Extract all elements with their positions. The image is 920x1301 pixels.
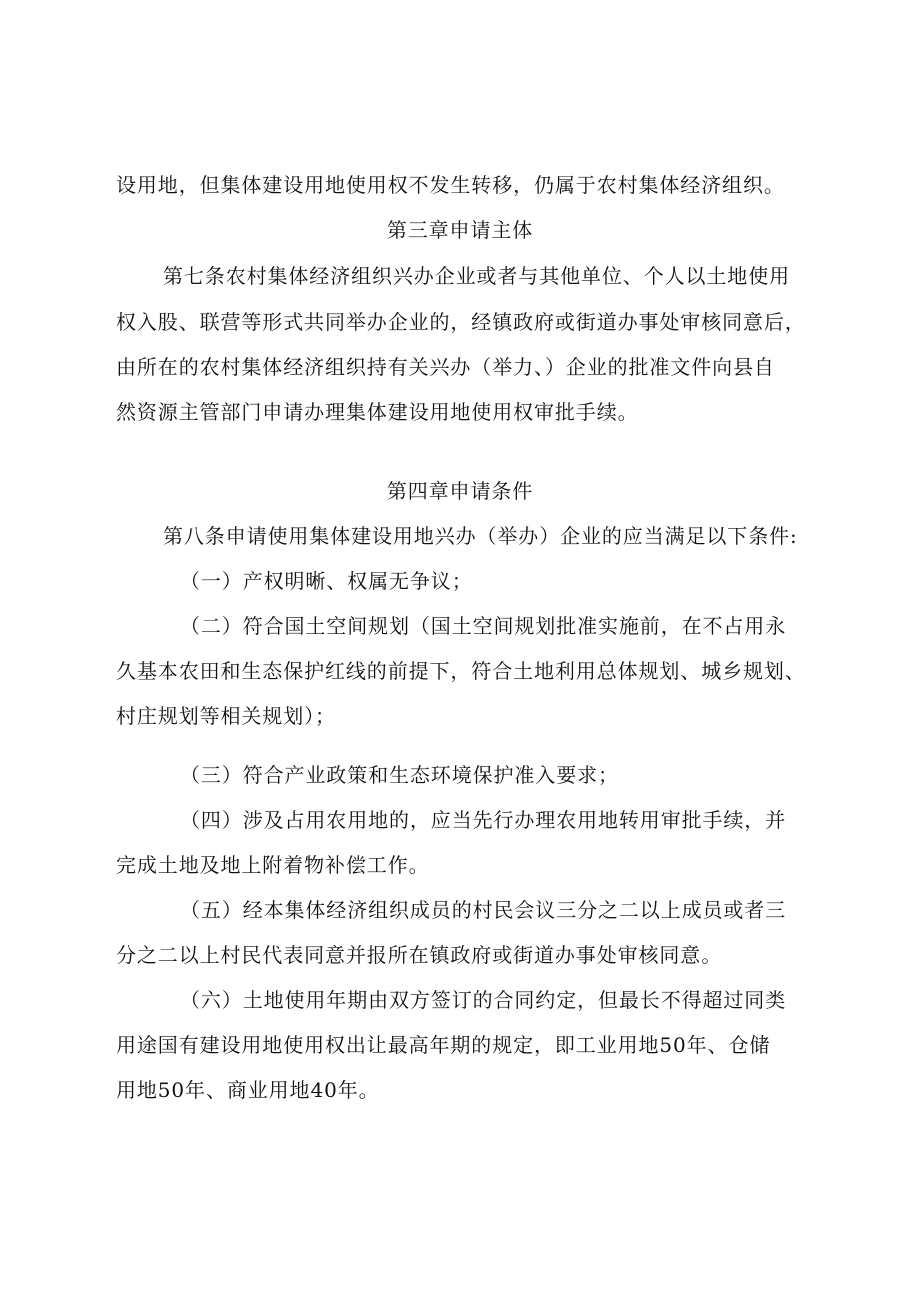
paragraph-continuation: 设用地，但集体建设用地使用权不发生转移，仍属于农村集体经济组织。	[116, 173, 785, 197]
article-7-line-4: 然资源主管部门申请办理集体建设用地使用权审批手续。	[116, 400, 639, 424]
chapter-heading-3: 第三章申请主体	[386, 218, 534, 242]
condition-item-4-line-1: （四）涉及占用农用地的，应当先行办理农用地转用审批手续，并	[180, 808, 787, 832]
condition-item-1: （一）产权明晰、权属无争议；	[180, 569, 473, 593]
condition-item-5-line-2: 分之二以上村民代表同意并报所在镇政府或街道办事处审核同意。	[116, 943, 723, 967]
condition-item-2-line-3: 村庄规划等相关规划）；	[116, 704, 336, 728]
condition-item-6-line-1: （六）土地使用年期由双方签订的合同约定，但最长不得超过同类	[180, 988, 787, 1012]
article-7-line-1: 第七条农村集体经济组织兴办企业或者与其他单位、个人以土地使用	[163, 264, 790, 288]
article-8-intro: 第八条申请使用集体建设用地兴办（举办）企业的应当满足以下条件:	[163, 524, 798, 548]
condition-item-5-line-1: （五）经本集体经济组织成员的村民会议三分之二以上成员或者三	[180, 898, 787, 922]
condition-item-6-line-3: 用地50年、商业用地40年。	[116, 1078, 380, 1102]
condition-item-6-line-2: 用途国有建设用地使用权出让最高年期的规定，即工业用地50年、仓储	[116, 1033, 771, 1057]
condition-item-2-line-2: 久基本农田和生态保护红线的前提下，符合土地利用总体规划、城乡规划、	[116, 659, 806, 683]
article-7-line-3: 由所在的农村集体经济组织持有关兴办（举力、）企业的批准文件向县自	[116, 355, 775, 379]
article-7-line-2: 权入股、联营等形式共同举办企业的，经镇政府或街道办事处审核同意后，	[116, 310, 806, 334]
condition-item-4-line-2: 完成土地及地上附着物补偿工作。	[116, 853, 430, 877]
condition-item-2-line-1: （二）符合国土空间规划（国土空间规划批准实施前，在不占用永	[180, 614, 787, 638]
condition-item-3: （三）符合产业政策和生态环境保护准入要求；	[180, 763, 619, 787]
chapter-heading-4: 第四章申请条件	[386, 479, 534, 503]
